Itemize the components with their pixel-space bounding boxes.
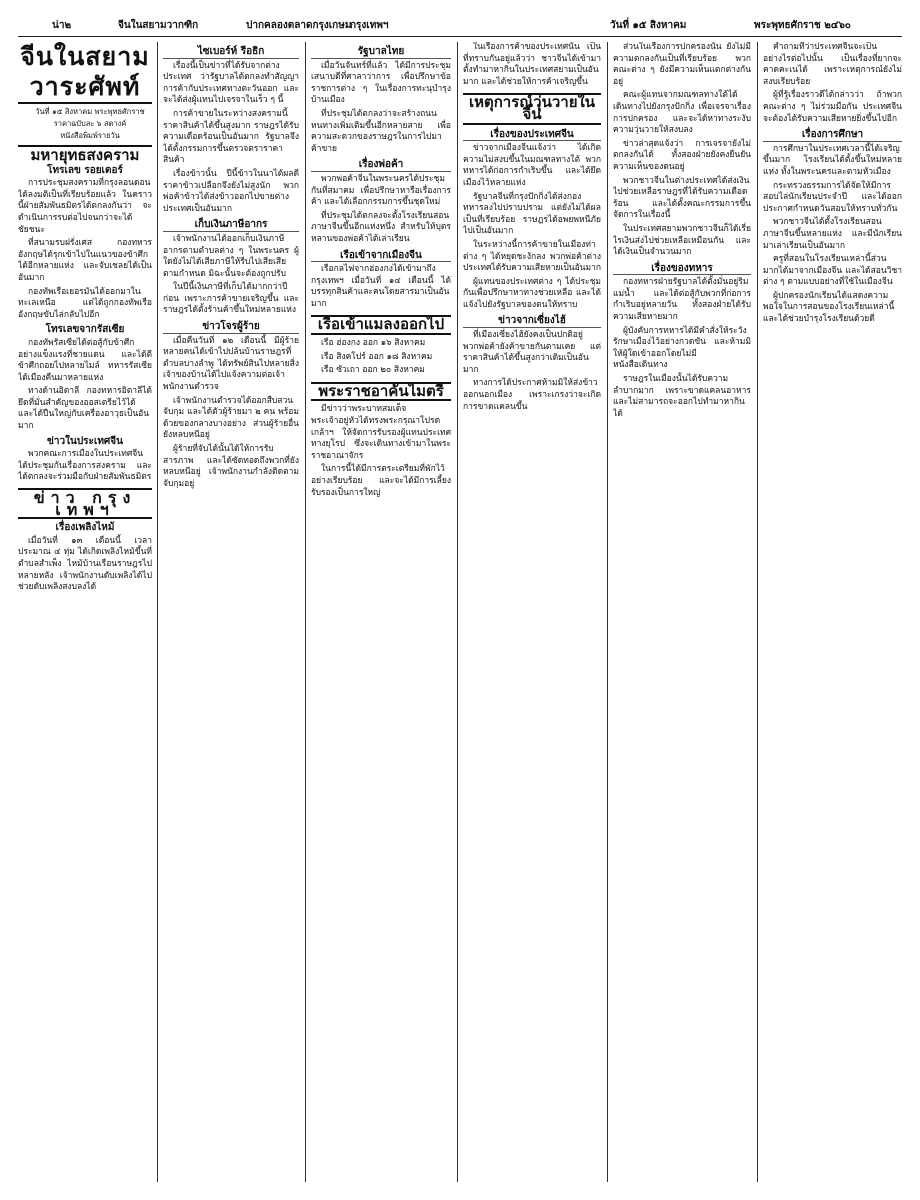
header-date: วันที่ ๑๕ สิงหาคม xyxy=(610,20,687,31)
reuters-subheading: โทรเลข รอยเตอร์ xyxy=(47,164,123,176)
article-subheading: ข่าวในประเทศจีน xyxy=(47,435,123,447)
article-paragraph: กองทัพรัสเซียได้ต่อสู้กับข้าศึกอย่างแข็งแรงที่ชายแดน และได้ตีข้าศึกถอยไปหลายไมล์ ทหารรัสเซียได้เมืองคืนมาหลายแห่ง xyxy=(18,337,152,383)
article-paragraph: ข่าวล่าสุดแจ้งว่า การเจรจายังไม่ตกลงกันได้ ทั้งสองฝ่ายยังคงยืนยันความเห็นของตนอยู่ xyxy=(613,138,751,172)
china-unrest-headline: เหตุการณ์วุ่นวายในจีน xyxy=(463,93,601,124)
article-heading: ข่าวโจรผู้ร้าย xyxy=(163,321,299,334)
column-2 xyxy=(163,42,299,1182)
article-paragraph: ในเรื่องการค้าของประเทศนั้น เป็นที่ทราบกันอยู่แล้วว่า ชาวจีนได้เข้ามาตั้งทำมาหากินในประเทศสยามเป็นอันมาก และได้ช่วยให้การค้าเจริญขึ้น xyxy=(463,42,601,87)
article-paragraph: เมื่อคืนวันที่ ๑๒ เดือนนี้ มีผู้ร้ายหลายคนได้เข้าไปปล้นบ้านราษฎรที่ตำบลบางลำพู ได้ทรัพย์สินไปหลายสิ่ง เจ้าของบ้านได้ไปแจ้งความต่อเจ้าพนักงานตำรวจ xyxy=(163,335,299,393)
article-paragraph: ที่เมืองเซี่ยงไฮ้ยังคงเป็นปกติอยู่ พวกพ่อค้ายังค้าขายกันตามเคย แต่ราคาสินค้าได้ขึ้นสูงกว่าเดิมเป็นอันมาก xyxy=(463,330,601,375)
article-paragraph: ในระหว่างนี้การค้าขายในเมืองท่าต่าง ๆ ได้หยุดชะงักลง พวกพ่อค้าต่างประเทศได้รับความเสียหายเป็นอันมาก xyxy=(463,239,601,274)
article-heading: เรื่องของทหาร xyxy=(613,263,751,276)
article-heading: เรื่องการศึกษา xyxy=(763,129,902,142)
header-city: กรุงเทพฯ xyxy=(350,20,389,31)
article-heading: เก็บเงินภาษีอากร xyxy=(163,219,299,232)
shipping-line: เรือ ซัวเถา ออก ๒๐ สิงหาคม xyxy=(321,365,425,376)
article-paragraph: พวกพ่อค้าจีนในพระนครได้ประชุมกันที่สมาคม เพื่อปรึกษาหารือเรื่องการค้า และได้เลือกกรรมการขึ้นชุดใหม่ xyxy=(311,173,451,208)
header-section: จีนในสยามวากฑิก xyxy=(118,20,199,31)
article-paragraph: กระทรวงธรรมการได้จัดให้มีการสอบไล่นักเรียนประจำปี และได้ออกประกาศกำหนดวันสอบให้ทราบทั่วกัน xyxy=(763,180,902,214)
article-paragraph: ผู้ปกครองนักเรียนได้แสดงความพอใจในการสอนของโรงเรียนเหล่านี้ และได้ช่วยบำรุงโรงเรียนด้วยดี xyxy=(763,290,895,325)
article-paragraph: พวกชาวจีนในต่างประเทศได้ส่งเงินไปช่วยเหลือราษฎรที่ได้รับความเดือดร้อน และได้ตั้งคณะกรรมการขึ้นจัดการในเรื่องนี้ xyxy=(613,175,751,221)
article-paragraph: เจ้าพนักงานได้ออกเก็บเงินภาษีอากรตามตำบลต่าง ๆ ในพระนคร ผู้ใดยังไม่ได้เสียภาษีให้รีบไปเสียเสียตามกำหนด มิฉะนั้นจะต้องถูกปรับ xyxy=(163,233,299,279)
article-paragraph: ทางการได้ประกาศห้ามมิให้ส่งข้าวออกนอกเมือง เพราะเกรงว่าจะเกิดการขาดแคลนขึ้น xyxy=(463,378,601,412)
article-paragraph: ในปีนี้เงินภาษีที่เก็บได้มากกว่าปีก่อน เพราะการค้าขายเจริญขึ้น และราษฎรได้ตั้งร้านค้าขึ้นใหม่หลายแห่ง xyxy=(163,282,299,316)
column-rule xyxy=(757,42,758,1182)
shipping-headline: เรือเข้าแมลงออกไป xyxy=(311,315,451,335)
newspaper-page xyxy=(18,14,902,1186)
shipping-line: เรือ สิงคโปร์ ออก ๑๘ สิงหาคม xyxy=(321,351,433,362)
article-paragraph: เรื่องนี้เป็นข่าวที่ได้รับจากต่างประเทศ ว่ารัฐบาลได้ตกลงทำสัญญาการค้ากับประเทศทางตะวันออก และจะได้ส่งผู้แทนไปเจรจาในเร็ว ๆ นี้ xyxy=(163,60,299,106)
article-paragraph: ผู้บังคับการทหารได้มีคำสั่งให้ระวังรักษาเมืองไว้อย่างกวดขัน และห้ามมิให้ผู้ใดเข้าออกโดยไม่มีหนังสือเดินทาง xyxy=(613,325,751,371)
article-paragraph: เมื่อวันที่ ๑๓ เดือนนี้ เวลาประมาณ ๔ ทุ่ม ได้เกิดเพลิงไหม้ขึ้นที่ตำบลสำเพ็ง ไหม้บ้านเรือนราษฎรไปหลายหลัง เจ้าพนักงานดับเพลิงได้ไปช่วยดับเพลิงสงบลงได้ xyxy=(18,535,152,593)
article-paragraph: ราษฎรในเมืองนั้นได้รับความลำบากมาก เพราะขาดแคลนอาหาร และไม่สามารถจะออกไปทำมาหากินได้ xyxy=(613,374,751,419)
article-heading: ไซเบอร์ห์ รีอธิก xyxy=(163,46,299,59)
article-paragraph: รัฐบาลจีนที่กรุงปักกิ่งได้ส่งกองทหารลงไปปราบปราม แต่ยังไม่ได้ผลเป็นที่เรียบร้อย ราษฎรได้อพยพหนีภัยไปเป็นอันมาก xyxy=(463,191,601,237)
article-paragraph: เมื่อวันจันทร์ที่แล้ว ได้มีการประชุมเสนาบดีที่ศาลาว่าการ เพื่อปรึกษาข้อราชการต่าง ๆ ในเรื่องการทะนุบำรุงบ้านเมือง xyxy=(311,60,451,106)
article-subheading: เรื่องเพลิงไหม้ xyxy=(55,522,115,534)
masthead-meta: ราคาฉบับละ ๖ สตางค์ xyxy=(53,119,127,128)
article-paragraph: ในประเทศสยามพวกชาวจีนก็ได้เรี่ยไรเงินส่งไปช่วยเหลือเหมือนกัน และได้เงินเป็นจำนวนมาก xyxy=(613,223,751,258)
article-heading: ข่าวจากเซี่ยงไฮ้ xyxy=(463,315,601,328)
column-1 xyxy=(18,42,152,1182)
article-paragraph: พวกชาวจีนได้ตั้งโรงเรียนสอนภาษาจีนขึ้นหลายแห่ง และมีนักเรียนมาเล่าเรียนเป็นอันมาก xyxy=(763,217,902,251)
masthead-meta: วันที่ ๑๕ สิงหาคม พระพุทธศักราช xyxy=(35,107,145,116)
article-paragraph: ส่วนในเรื่องการปกครองนั้น ยังไม่มีความตกลงกันเป็นที่เรียบร้อย พวกคณะต่าง ๆ ยังมีความเห็นแตกต่างกันอยู่ xyxy=(613,42,751,87)
article-paragraph: พวกคณะการเมืองในประเทศจีนได้ประชุมกันเรื่องการสงคราม และได้ตกลงจะร่วมมือกับฝ่ายสัมพันธมิตร xyxy=(18,449,152,483)
header-column-name: ปากคลองตลาดกรุงเกษม xyxy=(246,20,352,31)
article-paragraph: ที่ประชุมได้ตกลงจะตั้งโรงเรียนสอนภาษาจีนขึ้นอีกแห่งหนึ่ง สำหรับให้บุตรหลานของพ่อค้าได้เล่าเรียน xyxy=(311,210,451,244)
article-paragraph: การประชุมสงครามที่กรุงลอนดอน ได้ลงมติเป็นที่เรียบร้อยแล้ว ในคราวนี้ฝ่ายสัมพันธมิตรได้ตกลงกันว่า จะดำเนินการรบต่อไปจนกว่าจะได้ชัยชนะ xyxy=(18,178,152,235)
running-header xyxy=(18,14,902,37)
column-rule xyxy=(157,42,158,1182)
war-headline: มหายุทธสงคราม xyxy=(18,145,152,162)
article-paragraph: กองทหารฝ่ายรัฐบาลได้ตั้งมั่นอยู่ริมแม่น้ำ และได้ต่อสู้กับพวกที่ก่อการกำเริบอยู่หลายวัน ทั้งสองฝ่ายได้รับความเสียหายมาก xyxy=(613,277,751,323)
article-paragraph: การค้าขายในระหว่างสงครามนี้ ราคาสินค้าได้ขึ้นสูงมาก ราษฎรได้รับความเดือดร้อนเป็นอันมาก รัฐบาลจึงได้ตั้งกรรมการขึ้นตรวจตราราคาสินค้า xyxy=(163,108,299,166)
article-heading: รัฐบาลไทย xyxy=(311,46,451,59)
column-4 xyxy=(463,42,601,1182)
article-paragraph: กองทัพเรือเยอรมันได้ออกมาในทะเลเหนือ แต่ได้ถูกกองทัพเรืออังกฤษขับไล่กลับไปอีก xyxy=(18,286,152,320)
article-paragraph: การศึกษาในประเทศเวลานี้ได้เจริญขึ้นมาก โรงเรียนได้ตั้งขึ้นใหม่หลายแห่ง ทั้งในพระนครและตามหัวเมือง xyxy=(763,143,902,177)
masthead-meta: หนังสือพิมพ์รายวัน xyxy=(60,131,120,140)
article-paragraph: ครูที่สอนในโรงเรียนเหล่านี้ส่วนมากได้มาจากเมืองจีน และได้สอนวิชาต่าง ๆ ตามแบบอย่างที่ใช้ในเมืองจีน xyxy=(763,254,902,288)
article-subheading: โทรเลขจากรัสเซีย xyxy=(45,324,125,336)
article-heading: เรื่องพ่อค้า xyxy=(311,159,451,172)
column-rule xyxy=(305,42,306,1182)
article-heading: เรือเข้าจากเมืองจีน xyxy=(311,250,451,263)
article-paragraph: เจ้าพนักงานตำรวจได้ออกสืบสวนจับกุม และได้ตัวผู้ร้ายมา ๒ คน พร้อมด้วยของกลางบางอย่าง ส่วนผู้ร้ายอื่นยังหลบหนีอยู่ xyxy=(163,395,299,441)
article-paragraph: คำถามที่ว่าประเทศจีนจะเป็นอย่างไรต่อไปนั้น เป็นเรื่องที่ยากจะคาดคะเนได้ เพราะเหตุการณ์ยังไม่สงบเรียบร้อย xyxy=(763,42,902,87)
article-paragraph: ผู้ที่รู้เรื่องราวดีได้กล่าวว่า ถ้าพวกคณะต่าง ๆ ไม่ร่วมมือกัน ประเทศจีนจะต้องได้รับความเสียหายยิ่งขึ้นไปอีก xyxy=(763,90,902,124)
shipping-line: เรือ ฮ่องกง ออก ๑๖ สิงหาคม xyxy=(321,338,426,349)
column-5 xyxy=(613,42,751,1182)
column-rule xyxy=(607,42,608,1182)
article-paragraph: ผู้ร้ายที่จับได้นั้นได้ให้การรับสารภาพ และได้ซัดทอดถึงพวกที่ยังหลบหนีอยู่ เจ้าพนักงานกำลังติดตามจับกุมอยู่ xyxy=(163,444,299,489)
article-paragraph: ข่าวจากเมืองจีนแจ้งว่า ได้เกิดความไม่สงบขึ้นในมณฑลทางใต้ พวกทหารได้ก่อการกำเริบขึ้น และได้ยึดเมืองไว้หลายแห่ง xyxy=(463,143,601,188)
article-paragraph: ในการนี้ได้มีการตระเตรียมที่พักไว้อย่างเรียบร้อย และจะได้มีการเลี้ยงรับรองเป็นการใหญ่ xyxy=(311,464,451,498)
article-paragraph: เรือกลไฟจากฮ่องกงได้เข้ามาถึงกรุงเทพฯ เมื่อวันที่ ๑๔ เดือนนี้ ได้บรรทุกสินค้าและคนโดยสารมาเป็นอันมาก xyxy=(311,264,451,309)
article-paragraph: ที่ประชุมได้ตกลงว่าจะสร้างถนนหนทางเพิ่มเติมขึ้นอีกหลายสาย เพื่อความสะดวกของราษฎรในการไปมาค้าขาย xyxy=(311,108,451,154)
column-6 xyxy=(763,42,902,1182)
bangkok-news-section: ข่าว กรุง เทพฯ xyxy=(18,488,152,519)
article-paragraph: ที่สนามรบฝรั่งเศส กองทหารอังกฤษได้รุกเข้าไปในแนวของข้าศึกได้อีกหลายแห่ง และจับเชลยได้เป็นอันมาก xyxy=(18,238,152,283)
royal-headline: พระราชอาคันไมตรี xyxy=(311,382,451,402)
article-paragraph: มีข่าวว่าพระบาทสมเด็จพระเจ้าอยู่หัวได้ทรงพระกรุณาโปรดเกล้าฯ ให้จัดการรับรองผู้แทนประเทศทางยุโรป ซึ่งจะเดินทางเข้ามาในพระราชอาณาจักร xyxy=(311,404,451,461)
header-era-year: พระพุทธศักราช ๒๔๖๐ xyxy=(754,20,851,31)
column-3 xyxy=(311,42,451,1182)
page-number: น่า๒ xyxy=(52,20,72,31)
article-paragraph: ผู้แทนของประเทศต่าง ๆ ได้ประชุมกันเพื่อปรึกษาหาทางช่วยเหลือ และได้แจ้งไปยังรัฐบาลของตนให้ทราบ xyxy=(463,276,601,310)
masthead: จีนในสยามวาระศัพท์ xyxy=(18,42,152,104)
article-paragraph: คณะผู้แทนจากมณฑลทางใต้ได้เดินทางไปยังกรุงปักกิ่ง เพื่อเจรจาเรื่องการปกครอง และจะได้หาทางระงับความวุ่นวายให้สงบลง xyxy=(613,90,751,136)
column-rule xyxy=(457,42,458,1182)
article-paragraph: ทางด้านอิตาลี กองทหารอิตาลีได้ยึดที่มั่นสำคัญของออสเตรียไว้ได้ และได้ปืนใหญ่กับเครื่องอาวุธเป็นอันมาก xyxy=(18,386,152,432)
article-paragraph: เรื่องข้าวนั้น ปีนี้ข้าวในนาได้ผลดี ราคาข้าวเปลือกจึงยังไม่สูงนัก พวกพ่อค้าข้าวได้ส่งข้าวออกไปขายต่างประเทศเป็นอันมาก xyxy=(163,168,299,214)
article-heading: เรื่องของประเทศจีน xyxy=(463,129,601,142)
